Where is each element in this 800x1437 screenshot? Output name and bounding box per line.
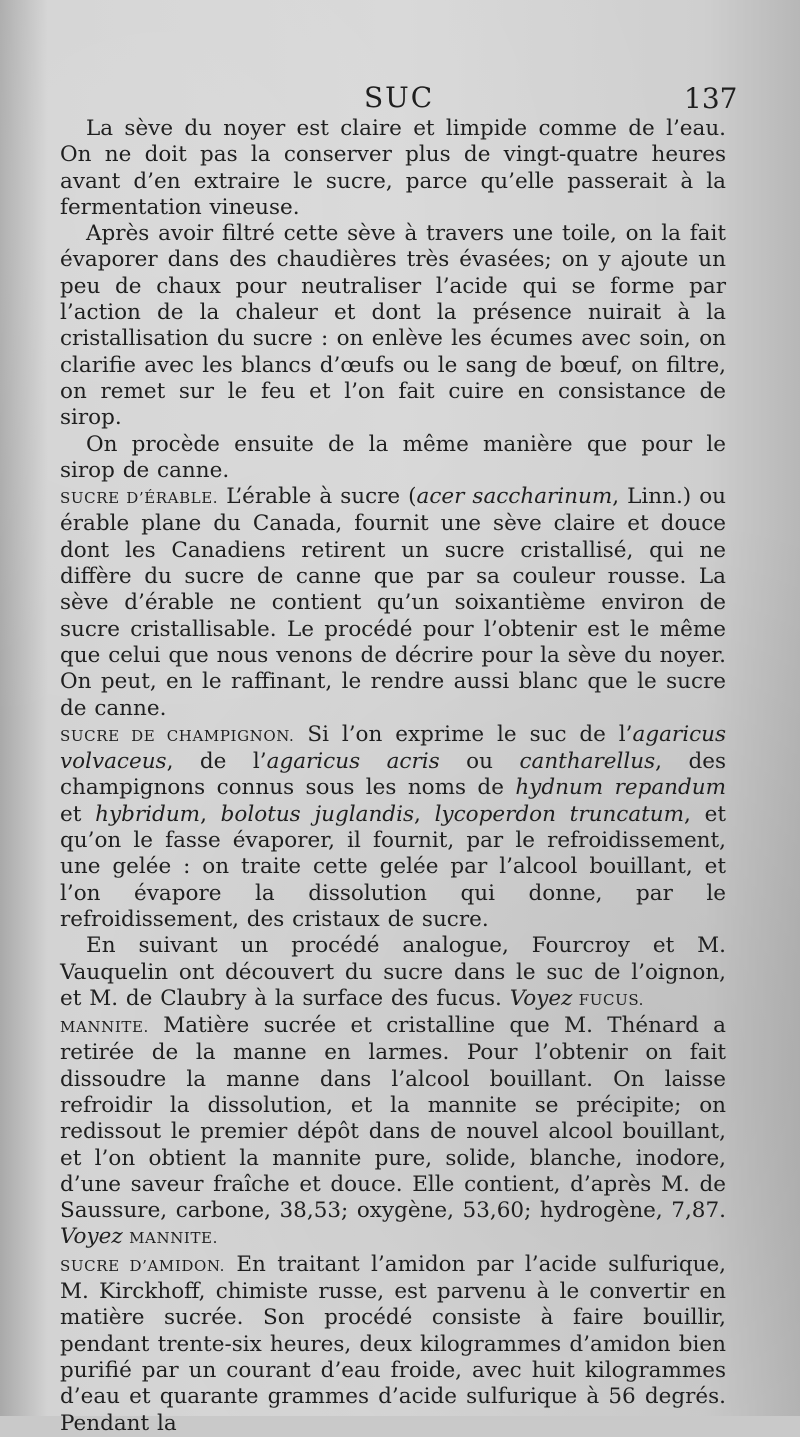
- cross-reference-target: FUCUS.: [572, 990, 645, 1009]
- latin-name: hydnum repandum: [515, 775, 726, 801]
- cross-reference-voyez: Voyez: [60, 1224, 123, 1250]
- entry-text: ,: [413, 801, 435, 827]
- entry-text: , Linn.) ou érable plane du Canada, fournit une sève claire et douce dont les Canadiens retirent un sucre cristallisé, qui ne diffère du sucre de canne que par sa couleur rousse. La sève d’érable ne contient qu’un soixantième environ de sucre cristallisable. Le procédé pour l’obtenir est le même que celui que nous venons de décrire pour la sève du noyer. On peut, en le raffinant, le rendre aussi blanc que le sucre de canne.: [60, 484, 726, 721]
- latin-name: lycoperdon truncatum: [434, 801, 685, 827]
- entry-text: , de l’: [166, 749, 267, 775]
- entry-text: ,: [200, 801, 221, 827]
- entry-mannite: [60, 1013, 726, 1252]
- entry-text: ou: [439, 749, 520, 775]
- latin-name: acer saccharinum: [416, 484, 613, 510]
- paragraph-sirop-canne: On procède ensuite de la même manière que pour le sirop de canne.: [60, 431, 726, 483]
- cross-reference-voyez: Voyez: [509, 985, 573, 1011]
- entry-headword: SUCRE D’AMIDON.: [60, 1256, 226, 1275]
- paragraph-fucus: [60, 933, 726, 1013]
- page-number: 137: [684, 82, 738, 115]
- entry-text: En traitant l’amidon par l’acide sulfurique, M. Kirckhoff, chimiste russe, est parvenu à le convertir en matière sucrée. Son procédé consiste à faire bouillir, pendant trente-six heures, deux kilogrammes d’amidon bien purifié par un courant d’eau froide, avec huit kilogrammes d’eau et quarante grammes d’acide sulfurique à 56 degrés. Pendant la: [60, 1251, 726, 1436]
- entry-sucre-amidon: [60, 1252, 726, 1437]
- entry-text: Si l’on exprime le suc de l’: [294, 721, 633, 747]
- entry-sucre-erable: [60, 484, 726, 722]
- cross-reference-target: MANNITE.: [122, 1229, 218, 1248]
- entry-text: Matière sucrée et cristalline que M. Thénard a retirée de la manne en larmes. Pour l’obtenir on fait dissoudre la manne dans l’alcool bouillant. On laisse refroidir la dissolution, et la mannite se précipite; on redissout le premier dépôt dans de nouvel alcool bouillant, et l’on obtient la mannite pure, solide, blanche, inodore, d’une saveur fraîche et douce. Elle contient, d’après M. de Saussure, carbone, 38,53; oxygène, 53,60; hydrogène, 7,87.: [60, 1013, 726, 1224]
- entry-headword: SUCRE D’ÉRABLE.: [60, 489, 219, 508]
- page-header: [0, 81, 800, 121]
- latin-name: bolotus juglandis: [220, 801, 414, 827]
- entry-sucre-champignon: [60, 722, 726, 933]
- page-text: [60, 116, 726, 1437]
- latin-name: hybridum: [95, 801, 201, 827]
- paragraph-noyer: La sève du noyer est claire et limpide comme de l’eau. On ne doit pas la conserver plus de vingt-quatre heures avant d’en extraire le sucre, parce qu’elle passerait à la fermentation vineuse.: [60, 116, 726, 220]
- running-head: SUC: [364, 81, 435, 114]
- paragraph-text: En suivant un procédé analogue, Fourcroy et M. Vauquelin ont découvert du sucre dans le suc de l’oignon, et M. de Claubry à la surface des fucus.: [60, 933, 726, 1011]
- entry-text: , des champignons connus sous les noms de: [60, 749, 726, 801]
- entry-headword: MANNITE.: [60, 1018, 149, 1037]
- entry-text: , et qu’on le fasse évaporer, il fournit, par le refroidissement, une gelée : on traite cette gelée par l’alcool bouillant, et l’on évapore la dissolution qui donne, par le refroidissement, des cristaux de sucre.: [60, 801, 726, 932]
- latin-name: cantharellus: [519, 749, 656, 775]
- latin-name: agaricus volvaceus: [60, 721, 726, 775]
- entry-text: L’érable à sucre (: [218, 484, 417, 510]
- paragraph-filtration: Après avoir filtré cette sève à travers une toile, on la fait évaporer dans des chaudières très évasées; on y ajoute un peu de chaux pour neutraliser l’acide qui se forme par l’action de la chaleur et dont la présence nuirait à la cristallisation du sucre : on enlève les écumes avec soin, on clarifie avec les blancs d’œufs ou le sang de bœuf, on filtre, on remet sur le feu et l’on fait cuire en consistance de sirop.: [60, 221, 726, 431]
- entry-text: et: [60, 801, 96, 827]
- latin-name: agaricus acris: [266, 749, 440, 775]
- entry-headword: SUCRE DE CHAMPIGNON.: [60, 726, 295, 745]
